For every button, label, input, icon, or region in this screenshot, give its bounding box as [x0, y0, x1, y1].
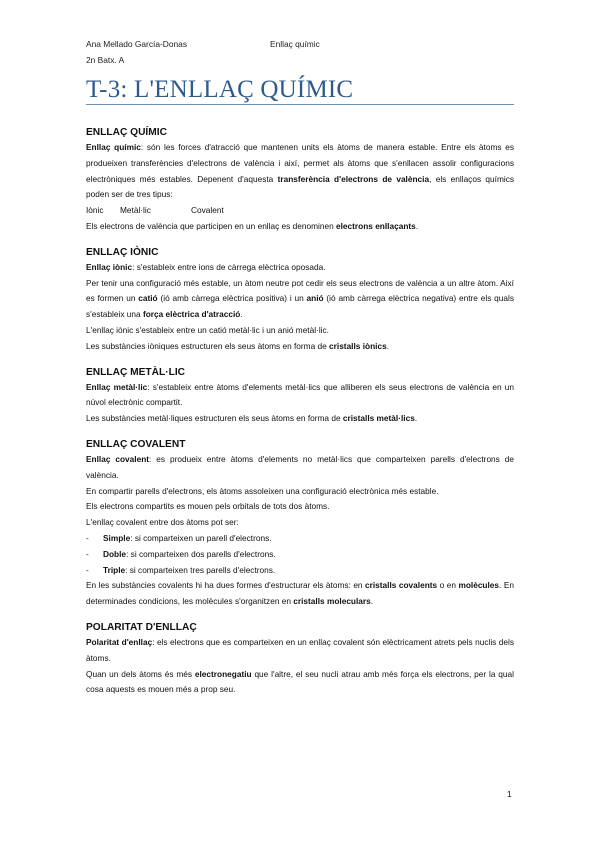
title-underline [86, 104, 514, 105]
type-covalent: Covalent [191, 205, 224, 216]
text: : són les forces d'atracció que mantenen units els àtoms de manera estable. Entre els àtoms es produeixen transferències d'electrons de valència i així, permet als àtoms que s'enllacen assolir configuracions electròniques més estables. Depenent d'aquesta [86, 142, 514, 184]
type-ionic: Iònic [86, 205, 104, 216]
bold-term: Enllaç covalent [86, 453, 150, 464]
bold-term: Enllaç iònic [86, 261, 133, 272]
section-polaritat [86, 621, 514, 698]
bold-term: Doble [103, 548, 127, 559]
paragraph [86, 140, 514, 203]
section-enllac-covalent [86, 438, 514, 610]
page-title: T-3: L'ENLLAÇ QUÍMIC [86, 76, 354, 103]
bold-term: cristalls iònics [329, 340, 387, 351]
paragraph: Els electrons compartits es mouen pels orbitals de tots dos àtoms. [86, 501, 330, 512]
paragraph [86, 635, 514, 667]
header-topic: Enllaç químic [270, 39, 320, 49]
text: : s'estableix entre àtoms d'elements metàl·lics que alliberen els seus electrons de valència en un núvol electrònic compartit. [86, 381, 514, 408]
text: : si comparteixen dos parells d'electrons. [126, 548, 276, 559]
section-heading: ENLLAÇ QUÍMIC [86, 127, 167, 138]
section-heading: ENLLAÇ COVALENT [86, 438, 186, 450]
list-item [86, 531, 514, 547]
bold-term: anió [306, 293, 324, 304]
text: . [414, 413, 418, 424]
text: : es produeix entre àtoms d'elements no metàl·lics que comparteixen parells d'electrons de valència. [86, 453, 514, 480]
text: . En determinades condicions, les molècules s'organitzen en [86, 580, 514, 607]
list-item [86, 563, 514, 579]
dash-marker: - [86, 532, 89, 543]
header-class: 2n Batx. A [86, 55, 125, 65]
bold-term: transferència d'electrons de valència [277, 173, 430, 184]
text: . [240, 309, 243, 320]
document-body [86, 126, 514, 709]
bold-term: electronegatiu [194, 668, 252, 679]
text: . [415, 220, 419, 231]
text: o en [437, 580, 459, 591]
text: que l'altre, el seu nucli atrau amb més força els electrons, per la qual cosa aquests es mouen més a prop seu. [86, 668, 514, 695]
text: . [386, 340, 390, 351]
section-heading: ENLLAÇ IÒNIC [86, 246, 159, 258]
text: Les substàncies iòniques estructuren els seus àtoms en forma de [86, 340, 330, 351]
paragraph [86, 578, 514, 610]
bold-term: cristalls covalents [365, 580, 438, 591]
paragraph [86, 339, 514, 355]
text: : si comparteixen un parell d'electrons. [130, 532, 272, 543]
bold-term: electrons enllaçants [336, 220, 416, 231]
text: : els electrons que es comparteixen en un enllaç covalent són elèctricament atrets pels nuclis dels àtoms. [86, 636, 514, 663]
paragraph: L'enllaç covalent entre dos àtoms pot ser: [86, 517, 239, 528]
bold-term: Simple [103, 532, 131, 543]
text: En les substàncies covalents hi ha dues formes d'estructurar els àtoms: en [86, 580, 366, 591]
text: : s'estableix entre ions de càrrega elèctrica oposada. [132, 261, 326, 272]
paragraph [86, 411, 514, 427]
text: , els enllaços químics poden ser de tres tipus: [86, 173, 515, 200]
text: . [370, 596, 374, 607]
dash-marker: - [86, 548, 89, 559]
type-metallic: Metàl·lic [120, 205, 151, 216]
dash-marker: - [86, 564, 89, 575]
list-item [86, 547, 514, 563]
section-enllac-quimic [86, 126, 514, 235]
paragraph [86, 276, 514, 323]
paragraph [86, 260, 514, 276]
text: (ió amb càrrega elèctrica negativa) entre els quals s'estableix una [86, 293, 514, 320]
section-enllac-ionic [86, 246, 514, 355]
header-author: Ana Mellado García-Donas [86, 39, 188, 49]
bold-term: cristalls moleculars [293, 596, 371, 607]
section-enllac-metallic [86, 366, 514, 427]
bond-types-list [86, 203, 514, 219]
paragraph [86, 380, 514, 412]
text: Les substàncies metàl·liques estructuren els seus àtoms en forma de [86, 413, 343, 424]
paragraph: L'enllaç iònic s'estableix entre un catió metàl·lic i un anió metàl·lic. [86, 324, 329, 335]
text: Els electrons de valència que participen en un enllaç es denominen [86, 220, 336, 231]
bold-term: Enllaç químic [86, 142, 141, 152]
text: Quan un dels àtoms és més [86, 668, 195, 679]
bold-term: cristalls metàl·lics [342, 413, 415, 424]
bond-multiplicity-list [86, 531, 514, 578]
page-number: 1 [507, 789, 512, 799]
text: Per tenir una configuració més estable, un àtom neutre pot cedir els seus electrons de valència a un altre àtom. Així es formen un [86, 277, 514, 304]
bold-term: força elèctrica d'atracció [142, 309, 241, 320]
bold-term: Polaritat d'enllaç [86, 636, 153, 647]
paragraph [86, 452, 514, 484]
bold-term: Enllaç metàl·lic [86, 381, 148, 392]
section-heading: POLARITAT D'ENLLAÇ [86, 621, 197, 633]
paragraph: En compartir parells d'electrons, els àtoms assoleixen una configuració electrònica més estable. [86, 485, 439, 496]
bold-term: molècules [458, 580, 500, 591]
bold-term: catió [138, 293, 158, 304]
text: : si comparteixen tres parells d'electrons. [125, 564, 276, 575]
bold-term: Triple [103, 564, 126, 575]
text: (ió amb càrrega elèctrica positiva) i un [157, 293, 307, 304]
paragraph [86, 667, 514, 699]
section-heading: ENLLAÇ METÀL·LIC [86, 366, 186, 378]
paragraph [86, 219, 514, 235]
